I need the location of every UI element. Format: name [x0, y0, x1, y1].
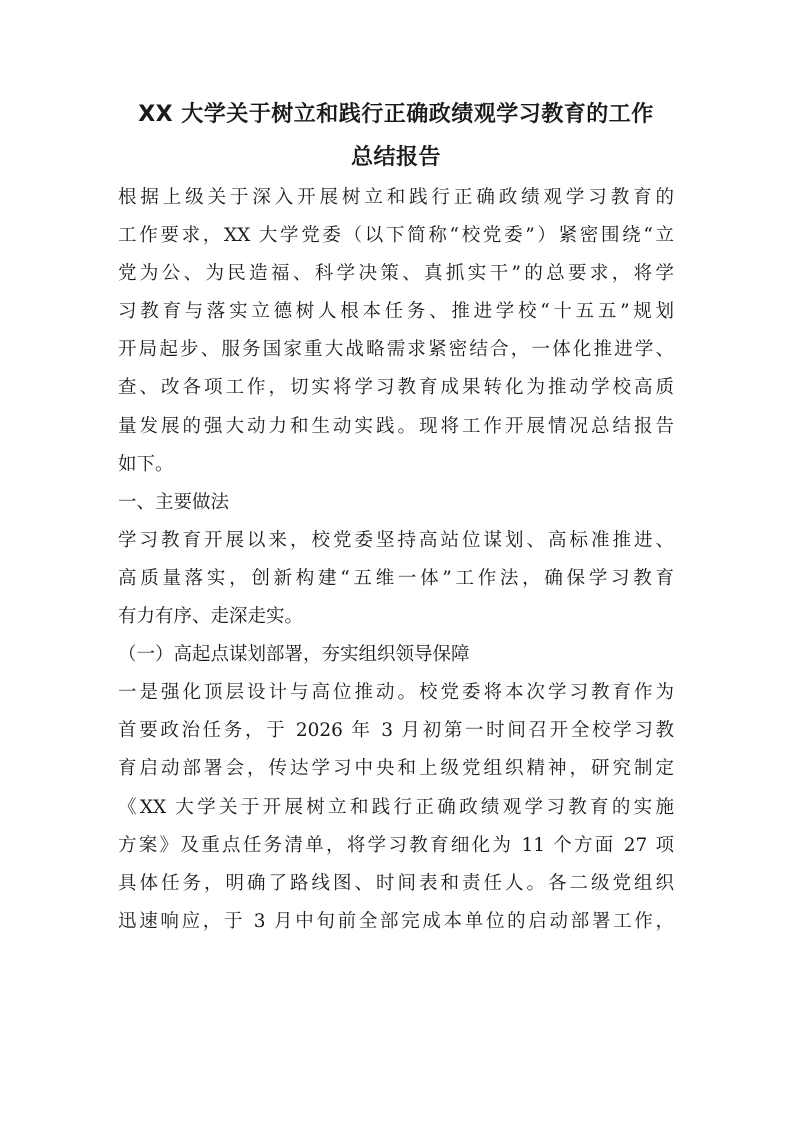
paragraph-practices-line-2: 高质量落实，创新构建“五维一体”工作法，确保学习教育 — [118, 567, 674, 589]
title-line-2: 总结报告 — [350, 145, 441, 170]
document-body — [118, 179, 674, 941]
subsection-heading-1: （一）高起点谋划部署，夯实组织领导保障 — [118, 644, 470, 666]
paragraph-intro-line-7: 量发展的强大动力和生动实践。现将工作开展情况总结报告 — [118, 415, 674, 437]
paragraph-intro-line-3: 党为公、为民造福、科学决策、真抓实干”的总要求，将学 — [118, 263, 674, 285]
paragraph-sub1-line-4: 《XX 大学关于开展树立和践行正确政绩观学习教育的实施 — [118, 796, 674, 818]
title-line-1: XX 大学关于树立和践行正确政绩观学习教育的工作 — [138, 102, 654, 127]
paragraph-intro-line-4: 习教育与落实立德树人根本任务、推进学校“十五五”规划 — [118, 301, 674, 323]
paragraph-sub1-line-2: 首要政治任务，于 2026 年 3 月初第一时间召开全校学习教 — [118, 720, 674, 742]
paragraph-sub1-line-1: 一是强化顶层设计与高位推动。校党委将本次学习教育作为 — [118, 682, 674, 704]
paragraph-intro-line-2: 工作要求，XX 大学党委（以下简称“校党委”）紧密围绕“立 — [118, 225, 674, 247]
paragraph-sub1-line-3: 育启动部署会，传达学习中央和上级党组织精神，研究制定 — [118, 758, 674, 780]
paragraph-practices-line-1: 学习教育开展以来，校党委坚持高站位谋划、高标准推进、 — [118, 529, 674, 551]
paragraph-practices-line-3: 有力有序、走深走实。 — [118, 606, 304, 628]
document-title — [118, 93, 674, 179]
section-heading-main-practices: 一、主要做法 — [118, 491, 230, 513]
paragraph-intro-line-1: 根据上级关于深入开展树立和践行正确政绩观学习教育的 — [118, 187, 674, 208]
paragraph-sub1-line-6: 具体任务，明确了路线图、时间表和责任人。各二级党组织 — [118, 872, 674, 894]
paragraph-intro-line-8: 如下。 — [118, 453, 174, 475]
paragraph-intro-line-6: 查、改各项工作，切实将学习教育成果转化为推动学校高质 — [118, 377, 674, 399]
paragraph-intro-line-5: 开局起步、服务国家重大战略需求紧密结合，一体化推进学、 — [118, 339, 674, 361]
paragraph-sub1-line-7: 迅速响应，于 3 月中旬前全部完成本单位的启动部署工作， — [118, 910, 674, 932]
document-page — [118, 93, 674, 941]
paragraph-sub1-line-5: 方案》及重点任务清单，将学习教育细化为 11 个方面 27 项 — [118, 834, 674, 856]
